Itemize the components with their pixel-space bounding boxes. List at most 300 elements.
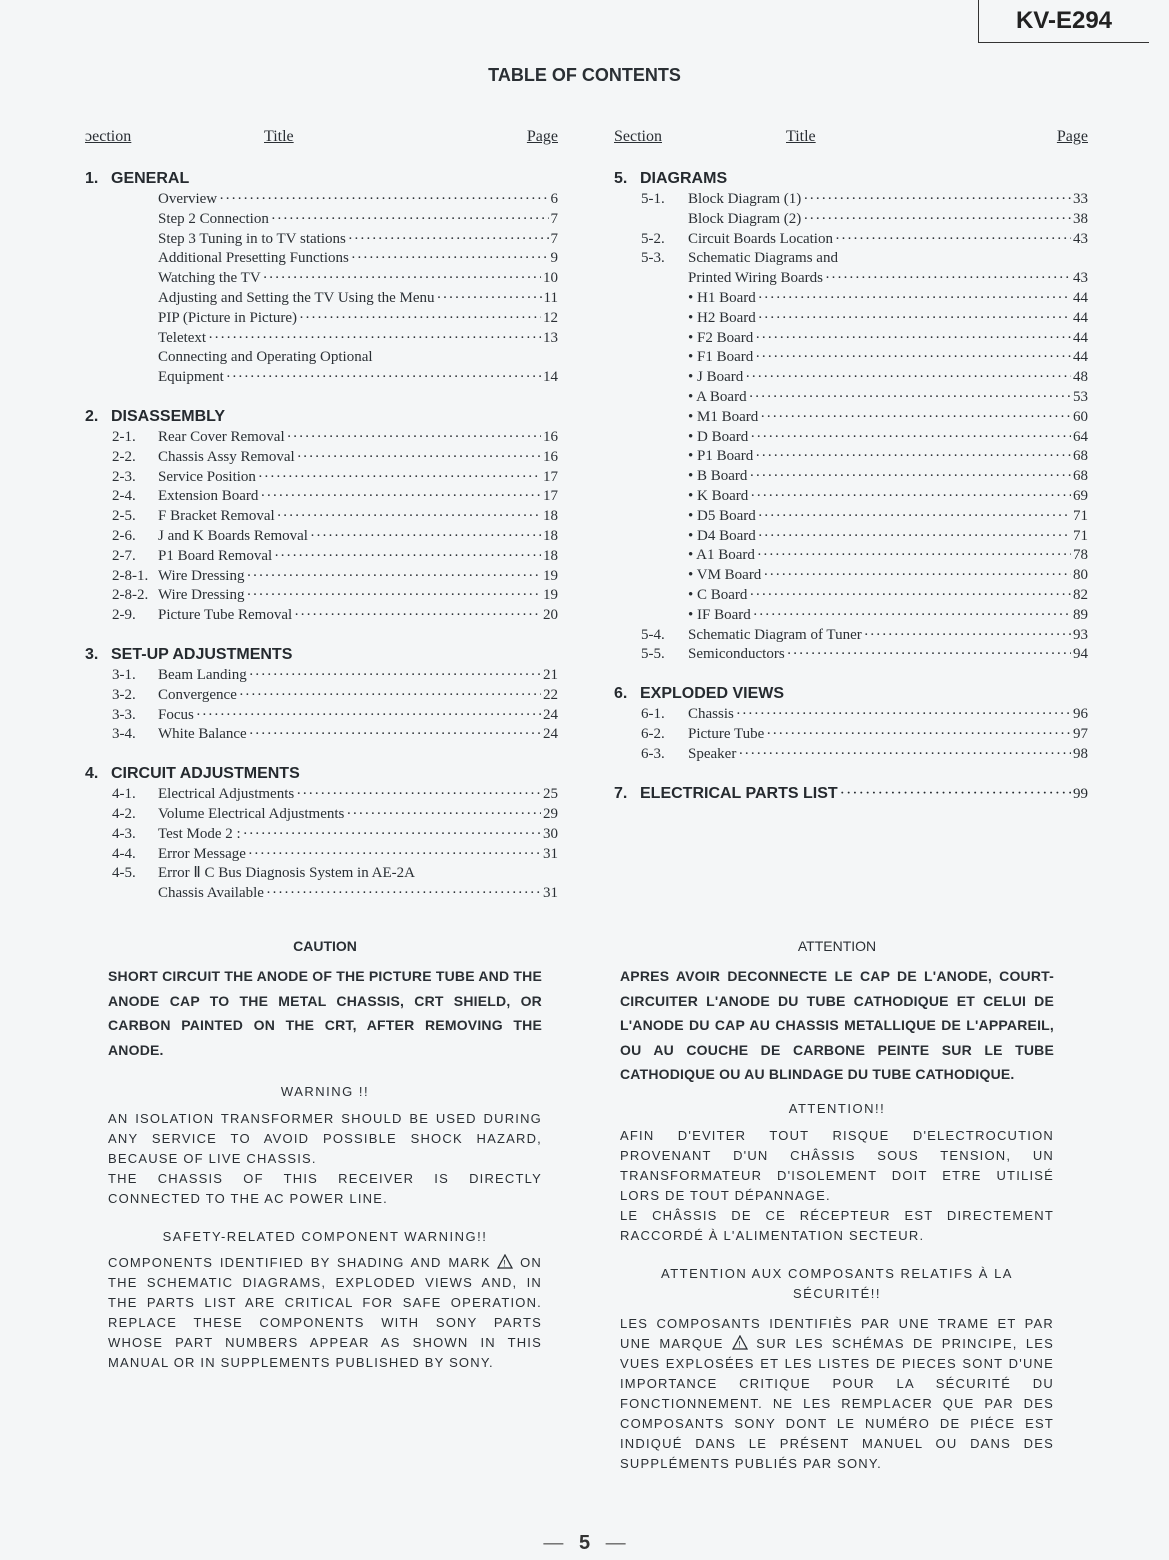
entry-page: 17 bbox=[543, 488, 558, 505]
entry-number: 4-4. bbox=[112, 845, 136, 862]
toc-left-column bbox=[85, 124, 558, 922]
toc-entry bbox=[85, 666, 558, 686]
dot-leader bbox=[803, 210, 1071, 230]
footer-dash: — bbox=[543, 1532, 564, 1554]
dot-leader bbox=[803, 190, 1071, 210]
section-name: DISASSEMBLY bbox=[111, 407, 226, 425]
section-title bbox=[85, 168, 558, 190]
warning-text-1: AN ISOLATION TRANSFORMER SHOULD BE USED DURING ANY SERVICE TO AVOID POSSIBLE SHOCK HAZARD, BECAUSE OF LIVE CHASSIS. bbox=[108, 1111, 542, 1166]
entry-number: 4-5. bbox=[112, 865, 136, 882]
dot-leader bbox=[787, 645, 1071, 665]
dot-leader bbox=[297, 448, 541, 468]
section-number: 6. bbox=[614, 685, 628, 703]
entry-page: 80 bbox=[1073, 567, 1088, 584]
entry-number: 6-3. bbox=[641, 745, 665, 762]
toc-entry bbox=[85, 686, 558, 706]
entry-number: 5-5. bbox=[641, 646, 665, 663]
entry-title: Error Message bbox=[158, 845, 246, 862]
section-exploded-views bbox=[614, 683, 1088, 764]
toc-entry bbox=[85, 289, 558, 309]
section-number: 4. bbox=[85, 765, 99, 783]
toc-entry bbox=[85, 507, 558, 527]
toc-entry bbox=[614, 289, 1088, 309]
entry-title: J and K Boards Removal bbox=[158, 527, 308, 544]
dot-leader bbox=[750, 487, 1071, 507]
entry-number: 4-1. bbox=[112, 786, 136, 803]
entry-page: 60 bbox=[1073, 408, 1088, 425]
attention-warning-text-2: LE CHÂSSIS DE CE RÉCEPTEUR EST DIRECTEMENT RACCORDÉ À L'ALIMENTATION SECTEUR. bbox=[620, 1207, 1054, 1243]
entry-page: 33 bbox=[1073, 191, 1088, 207]
toc-entry bbox=[85, 725, 558, 745]
dot-leader bbox=[243, 825, 541, 845]
dot-leader bbox=[864, 626, 1071, 646]
toc-entry bbox=[614, 507, 1088, 527]
toc-entry bbox=[85, 329, 558, 349]
entry-title: Wire Dressing bbox=[158, 587, 245, 604]
section-setup-adjustments bbox=[85, 644, 558, 745]
toc-entry bbox=[85, 785, 558, 805]
toc-entry bbox=[614, 586, 1088, 606]
dot-leader bbox=[749, 467, 1071, 487]
entry-page: 10 bbox=[543, 270, 558, 287]
toc-list bbox=[85, 190, 558, 388]
entry-title: Speaker bbox=[688, 745, 737, 762]
entry-title: • VM Board bbox=[688, 567, 762, 584]
toc-entry bbox=[614, 329, 1088, 349]
dot-leader bbox=[208, 329, 541, 349]
entry-page: 78 bbox=[1073, 547, 1088, 564]
entry-title: P1 Board Removal bbox=[158, 547, 273, 564]
entry-title: Block Diagram (2) bbox=[688, 210, 802, 227]
toc-entry bbox=[85, 468, 558, 488]
entry-page: 14 bbox=[543, 369, 558, 386]
entry-title: • D4 Board bbox=[688, 527, 756, 544]
dot-leader bbox=[346, 805, 541, 825]
toc-entry bbox=[85, 309, 558, 329]
entry-page: 44 bbox=[1073, 309, 1088, 326]
entry-page: 43 bbox=[1073, 270, 1088, 287]
attention-safety-text-a: LES COMPOSANTS IDENTIFIÈS PAR UNE TRAME ET PAR UNE MARQUE bbox=[620, 1315, 1054, 1351]
entry-page: 7 bbox=[550, 210, 558, 227]
toc-entry bbox=[614, 368, 1088, 388]
entry-title: Picture Tube Removal bbox=[158, 607, 293, 624]
dot-leader bbox=[749, 586, 1071, 606]
entry-title: Overview bbox=[158, 191, 218, 207]
entry-number: 2-8-1. bbox=[112, 567, 149, 584]
entry-number: 3-2. bbox=[112, 686, 136, 703]
entry-number: 2-3. bbox=[112, 468, 136, 485]
attention-warning-text-1: AFIN D'EVITER TOUT RISQUE D'ELECTROCUTION PROVENANT D'UN CHÂSSIS SOUS TENSION, UN TRANSFORMATEUR D'ISOLEMENT DOIT ETRE UTILISÉ LORS DE TOUT DÉPANNAGE. bbox=[620, 1127, 1054, 1203]
section-circuit-adjustments bbox=[85, 763, 558, 904]
header-page: Page bbox=[526, 128, 558, 145]
dot-leader bbox=[758, 527, 1071, 547]
toc-entry bbox=[614, 705, 1088, 725]
entry-page: 44 bbox=[1073, 349, 1088, 366]
entry-page: 12 bbox=[543, 309, 558, 326]
toc-entry bbox=[85, 606, 558, 626]
toc-entry bbox=[85, 547, 558, 567]
dot-leader bbox=[766, 725, 1071, 745]
entry-number: 6-2. bbox=[641, 725, 665, 742]
entry-page: 43 bbox=[1073, 230, 1088, 247]
toc-entry bbox=[614, 606, 1088, 626]
dot-leader bbox=[437, 289, 542, 309]
section-name: CIRCUIT ADJUSTMENTS bbox=[111, 765, 300, 783]
toc-entry bbox=[614, 447, 1088, 467]
entry-title: PIP (Picture in Picture) bbox=[158, 309, 298, 326]
toc-list bbox=[85, 428, 558, 626]
section-title bbox=[85, 644, 558, 666]
caution-text: SHORT CIRCUIT THE ANODE OF THE PICTURE TUBE AND THE ANODE CAP TO THE METAL CHASSIS, CRT SHIELD, OR CARBON PAINTED ON THE CRT, AFTER REMOVING THE ANODE. bbox=[108, 968, 542, 1058]
attention-safety-heading: ATTENTION AUX COMPOSANTS RELATIFS À LA SÉCURITÉ!! bbox=[661, 1265, 1013, 1301]
dot-leader bbox=[287, 428, 541, 448]
entry-title: • H2 Board bbox=[688, 309, 756, 326]
section-name: GENERAL bbox=[111, 170, 190, 187]
toc-entry bbox=[85, 428, 558, 448]
header-section: ɔection bbox=[85, 128, 132, 145]
section-name: ELECTRICAL PARTS LIST bbox=[640, 784, 838, 802]
entry-number: 5-2. bbox=[641, 230, 665, 247]
dot-leader bbox=[755, 348, 1071, 368]
entry-page: 19 bbox=[543, 587, 558, 604]
entry-number: 5-1. bbox=[641, 191, 665, 207]
entry-title: • F2 Board bbox=[688, 329, 754, 346]
entry-title: Step 2 Connection bbox=[158, 210, 269, 227]
entry-page: 17 bbox=[543, 468, 558, 485]
dot-leader bbox=[755, 447, 1071, 467]
entry-title: • J Board bbox=[688, 369, 744, 386]
entry-page: 16 bbox=[543, 428, 558, 445]
entry-title: Watching the TV bbox=[158, 270, 261, 287]
entry-title: Connecting and Operating Optional bbox=[158, 349, 373, 366]
dot-leader bbox=[258, 468, 541, 488]
entry-number: 4-3. bbox=[112, 825, 136, 842]
section-title bbox=[614, 783, 1088, 805]
toc-entry bbox=[614, 269, 1088, 289]
entry-number: 2-5. bbox=[112, 508, 136, 525]
dot-leader bbox=[249, 666, 541, 686]
toc-entry bbox=[85, 845, 558, 865]
entry-title: • IF Board bbox=[688, 606, 751, 623]
toc-list bbox=[614, 705, 1088, 764]
dot-leader bbox=[271, 210, 549, 230]
entry-number: 2-8-2. bbox=[112, 587, 149, 604]
toc-entry bbox=[85, 706, 558, 726]
entry-title: Service Position bbox=[158, 468, 256, 485]
section-name: EXPLODED VIEWS bbox=[640, 685, 785, 703]
attention-notice bbox=[620, 938, 1054, 1474]
toc-header-left bbox=[85, 124, 558, 168]
toc-entry bbox=[614, 388, 1088, 408]
entry-title: Chassis bbox=[688, 706, 734, 723]
toc-entry bbox=[614, 745, 1088, 765]
safety-text-b: ON THE SCHEMATIC DIAGRAMS, EXPLODED VIEWS AND, IN THE PARTS LIST ARE CRITICAL FOR SAFE OPERATION. REPLACE THESE COMPONENTS WITH SONY PARTS WHOSE PART NUMBERS APPEAR AS SHOWN IN THIS MANUAL OR IN SUPPLEMENTS PUBLISHED BY SONY. bbox=[108, 1255, 543, 1370]
toc-entry bbox=[614, 190, 1088, 210]
toc-entry bbox=[614, 626, 1088, 646]
entry-number: 4-2. bbox=[112, 805, 136, 822]
entry-page: 48 bbox=[1073, 369, 1088, 386]
section-page: 99 bbox=[1073, 785, 1088, 802]
dot-leader bbox=[226, 368, 541, 388]
entry-title: Teletext bbox=[158, 329, 207, 346]
entry-page: 29 bbox=[543, 805, 558, 822]
entry-page: 68 bbox=[1073, 448, 1088, 465]
entry-page: 68 bbox=[1073, 468, 1088, 485]
toc-entry bbox=[614, 725, 1088, 745]
dot-leader bbox=[299, 309, 541, 329]
entry-page: 19 bbox=[543, 567, 558, 584]
entry-title: • A1 Board bbox=[688, 547, 755, 564]
entry-title: • B Board bbox=[688, 468, 748, 485]
warning-heading: WARNING !! bbox=[280, 1084, 370, 1099]
entry-page: 71 bbox=[1073, 507, 1088, 524]
toc-entry bbox=[85, 567, 558, 587]
toc-entry bbox=[85, 805, 558, 825]
entry-number: 5-4. bbox=[641, 626, 665, 643]
entry-page: 13 bbox=[543, 329, 558, 346]
entry-number: 3-3. bbox=[112, 706, 136, 723]
section-title bbox=[85, 406, 558, 428]
caution-notice bbox=[108, 938, 542, 1373]
entry-number: 3-4. bbox=[112, 726, 136, 743]
toc-entry bbox=[85, 230, 558, 250]
dot-leader bbox=[263, 269, 541, 289]
footer-dash: — bbox=[605, 1532, 626, 1554]
toc-entry bbox=[614, 487, 1088, 507]
entry-page: 69 bbox=[1073, 487, 1088, 504]
warning-text-2: THE CHASSIS OF THIS RECEIVER IS DIRECTLY CONNECTED TO THE AC POWER LINE. bbox=[108, 1171, 542, 1206]
entry-title: Beam Landing bbox=[158, 666, 247, 683]
safety-heading: SAFETY-RELATED COMPONENT WARNING!! bbox=[162, 1229, 488, 1244]
dot-leader bbox=[760, 408, 1071, 428]
dot-leader bbox=[840, 783, 1071, 805]
toc-entry bbox=[85, 448, 558, 468]
entry-title: Equipment bbox=[158, 369, 224, 386]
dot-leader bbox=[745, 368, 1071, 388]
dot-leader bbox=[277, 507, 541, 527]
entry-page: 31 bbox=[543, 845, 558, 862]
safety-text-a: COMPONENTS IDENTIFIED BY SHADING AND MARK bbox=[108, 1255, 491, 1270]
section-title bbox=[614, 683, 1088, 705]
model-number: KV-E294 bbox=[978, 0, 1149, 43]
section-number: 3. bbox=[85, 645, 99, 663]
entry-page: 6 bbox=[550, 191, 558, 207]
entry-page: 24 bbox=[543, 726, 558, 743]
dot-leader bbox=[248, 845, 541, 865]
entry-page: 11 bbox=[543, 289, 558, 306]
dot-leader bbox=[310, 527, 541, 547]
dot-leader bbox=[274, 547, 541, 567]
entry-title: • K Board bbox=[688, 487, 749, 504]
entry-page: 16 bbox=[543, 448, 558, 465]
entry-number: 2-4. bbox=[112, 488, 136, 505]
attention-text: APRES AVOIR DECONNECTE LE CAP DE L'ANODE, COURT-CIRCUITER L'ANODE DU TUBE CATHODIQUE ET CELUI DE L'ANODE DU CAP AU CHASSIS METALLIQUE DE L'APPAREIL, OU AU COUCHE DE CARBONE PEINTE SUR LE TUBE CATHODIQUE OU AU BLINDAGE DU TUBE CATHODIQUE. bbox=[620, 968, 1054, 1082]
toc-header-right bbox=[614, 124, 1088, 168]
dot-leader bbox=[296, 785, 541, 805]
header-title: Title bbox=[264, 128, 294, 145]
toc-entry bbox=[614, 566, 1088, 586]
toc-list bbox=[85, 666, 558, 745]
entry-title: Chassis Available bbox=[158, 885, 264, 902]
toc-list bbox=[614, 190, 1088, 665]
entry-page: 44 bbox=[1073, 329, 1088, 346]
dot-leader bbox=[736, 705, 1071, 725]
entry-page: 44 bbox=[1073, 289, 1088, 306]
safety-mark-icon bbox=[732, 1335, 748, 1350]
section-name: SET-UP ADJUSTMENTS bbox=[111, 645, 293, 663]
toc-entry bbox=[614, 527, 1088, 547]
page-title: TABLE OF CONTENTS bbox=[488, 65, 681, 85]
toc-entry bbox=[614, 546, 1088, 566]
entry-title: Convergence bbox=[158, 686, 237, 703]
dot-leader bbox=[266, 884, 541, 904]
attention-safety-text-b: SUR LES SCHÉMAS DE PRINCIPE, LES VUES EXPLOSÉES ET LES LISTES DE PIECES SONT D'UNE IMPORTANCE CRITIQUE POUR LA SÉCURITÉ DU FONCTIONNEMENT. NE LES REMPLACER QUE PAR DES COMPOSANTS SONY DONT LE NUMÉRO DE PIÉCE EST INDIQUÉ DANS LE PRÉSENT MANUEL OU DANS DES SUPPLÉMENTS PUBLIÉS PAR SONY. bbox=[620, 1335, 1055, 1471]
entry-page: 25 bbox=[543, 786, 558, 803]
entry-title: • P1 Board bbox=[688, 448, 754, 465]
entry-page: 82 bbox=[1073, 586, 1088, 603]
entry-number: 2-9. bbox=[112, 607, 136, 624]
toc-entry bbox=[614, 309, 1088, 329]
toc-entry bbox=[85, 210, 558, 230]
header-title: Title bbox=[786, 128, 816, 145]
entry-title: Block Diagram (1) bbox=[688, 191, 802, 207]
entry-number: 6-1. bbox=[641, 706, 665, 723]
toc-entry bbox=[614, 210, 1088, 230]
toc-entry bbox=[614, 428, 1088, 448]
section-number: 1. bbox=[85, 170, 99, 187]
entry-page: 24 bbox=[543, 706, 558, 723]
dot-leader bbox=[246, 586, 541, 606]
entry-title: Schematic Diagram of Tuner bbox=[688, 626, 862, 643]
entry-title: Volume Electrical Adjustments bbox=[158, 805, 345, 822]
entry-title: • A Board bbox=[688, 388, 747, 405]
dot-leader bbox=[348, 230, 549, 250]
toc-entry bbox=[85, 190, 558, 210]
entry-title: • H1 Board bbox=[688, 289, 756, 306]
entry-page: 97 bbox=[1073, 725, 1088, 742]
entry-title: Printed Wiring Boards bbox=[688, 270, 823, 287]
section-electrical-parts-list bbox=[614, 783, 1088, 805]
entry-title: Test Mode 2 : bbox=[158, 825, 241, 842]
dot-leader bbox=[738, 745, 1071, 765]
entry-page: 30 bbox=[543, 825, 558, 842]
dot-leader bbox=[239, 686, 541, 706]
entry-title: Circuit Boards Location bbox=[688, 230, 833, 247]
entry-title: Step 3 Tuning in to TV stations bbox=[158, 230, 346, 247]
toc-right-column bbox=[614, 124, 1088, 823]
entry-title: • F1 Board bbox=[688, 349, 754, 366]
toc-entry bbox=[614, 467, 1088, 487]
dot-leader bbox=[196, 706, 541, 726]
dot-leader bbox=[294, 606, 541, 626]
header-section-text: ection bbox=[92, 128, 132, 145]
toc-entry bbox=[614, 230, 1088, 250]
entry-title: • C Board bbox=[688, 586, 748, 603]
header-page: Page bbox=[1056, 128, 1088, 145]
section-general bbox=[85, 168, 558, 388]
safety-mark-icon bbox=[497, 1254, 513, 1269]
toc-entry bbox=[85, 487, 558, 507]
section-title bbox=[85, 763, 558, 785]
entry-page: 21 bbox=[543, 666, 558, 683]
dot-leader bbox=[758, 289, 1071, 309]
entry-title: Schematic Diagrams and bbox=[688, 250, 838, 267]
entry-page: 96 bbox=[1073, 706, 1088, 723]
entry-page: 53 bbox=[1073, 388, 1088, 405]
entry-page: 7 bbox=[550, 230, 558, 247]
section-title bbox=[614, 168, 1088, 190]
svg-text:!: ! bbox=[503, 1258, 508, 1269]
entry-page: 71 bbox=[1073, 527, 1088, 544]
entry-title: Adjusting and Setting the TV Using the Menu bbox=[158, 289, 435, 306]
entry-title: • D5 Board bbox=[688, 507, 756, 524]
svg-text:!: ! bbox=[738, 1339, 742, 1349]
section-disassembly bbox=[85, 406, 558, 626]
entry-page: 94 bbox=[1073, 646, 1088, 663]
dot-leader bbox=[249, 725, 541, 745]
toc-entry bbox=[85, 586, 558, 606]
toc-entry bbox=[85, 527, 558, 547]
entry-number: 2-1. bbox=[112, 428, 136, 445]
toc-entry bbox=[85, 368, 558, 388]
dot-leader bbox=[825, 269, 1071, 289]
toc-list bbox=[85, 785, 558, 904]
page-number-footer bbox=[0, 1532, 1169, 1555]
entry-title: Rear Cover Removal bbox=[158, 428, 285, 445]
section-number: 7. bbox=[614, 784, 628, 802]
dot-leader bbox=[750, 428, 1071, 448]
entry-page: 18 bbox=[543, 527, 558, 544]
entry-title: Chassis Assy Removal bbox=[158, 448, 295, 465]
entry-page: 18 bbox=[543, 508, 558, 525]
entry-number: 5-3. bbox=[641, 250, 665, 267]
toc-entry bbox=[85, 825, 558, 845]
dot-leader bbox=[755, 329, 1071, 349]
toc-entry bbox=[85, 884, 558, 904]
caution-heading: CAUTION bbox=[293, 938, 357, 954]
toc-entry bbox=[614, 249, 1088, 269]
entry-title: White Balance bbox=[158, 726, 247, 743]
entry-page: 20 bbox=[543, 607, 558, 624]
section-number: 5. bbox=[614, 170, 628, 187]
entry-title: Focus bbox=[158, 706, 194, 723]
dot-leader bbox=[758, 507, 1071, 527]
entry-page: 31 bbox=[543, 885, 558, 902]
toc-entry bbox=[85, 249, 558, 269]
entry-title: • M1 Board bbox=[688, 408, 759, 425]
entry-page: 38 bbox=[1073, 210, 1088, 227]
dot-leader bbox=[749, 388, 1071, 408]
dot-leader bbox=[246, 567, 541, 587]
entry-page: 18 bbox=[543, 547, 558, 564]
entry-title: • D Board bbox=[688, 428, 749, 445]
section-number: 2. bbox=[85, 407, 99, 425]
entry-title: Extension Board bbox=[158, 488, 259, 505]
entry-title: Error Ⅱ C Bus Diagnosis System in AE-2A bbox=[158, 865, 415, 882]
header-section: Section bbox=[614, 128, 662, 145]
dot-leader bbox=[753, 606, 1071, 626]
attention-warning-heading: ATTENTION!! bbox=[788, 1100, 886, 1116]
entry-title: Electrical Adjustments bbox=[158, 786, 295, 803]
entry-title: F Bracket Removal bbox=[158, 508, 275, 525]
toc-entry bbox=[614, 645, 1088, 665]
entry-page: 64 bbox=[1073, 428, 1088, 445]
dot-leader bbox=[763, 566, 1071, 586]
toc-entry bbox=[85, 269, 558, 289]
page-number: 5 bbox=[578, 1532, 591, 1554]
entry-number: 2-2. bbox=[112, 448, 136, 465]
entry-number: 2-6. bbox=[112, 527, 136, 544]
